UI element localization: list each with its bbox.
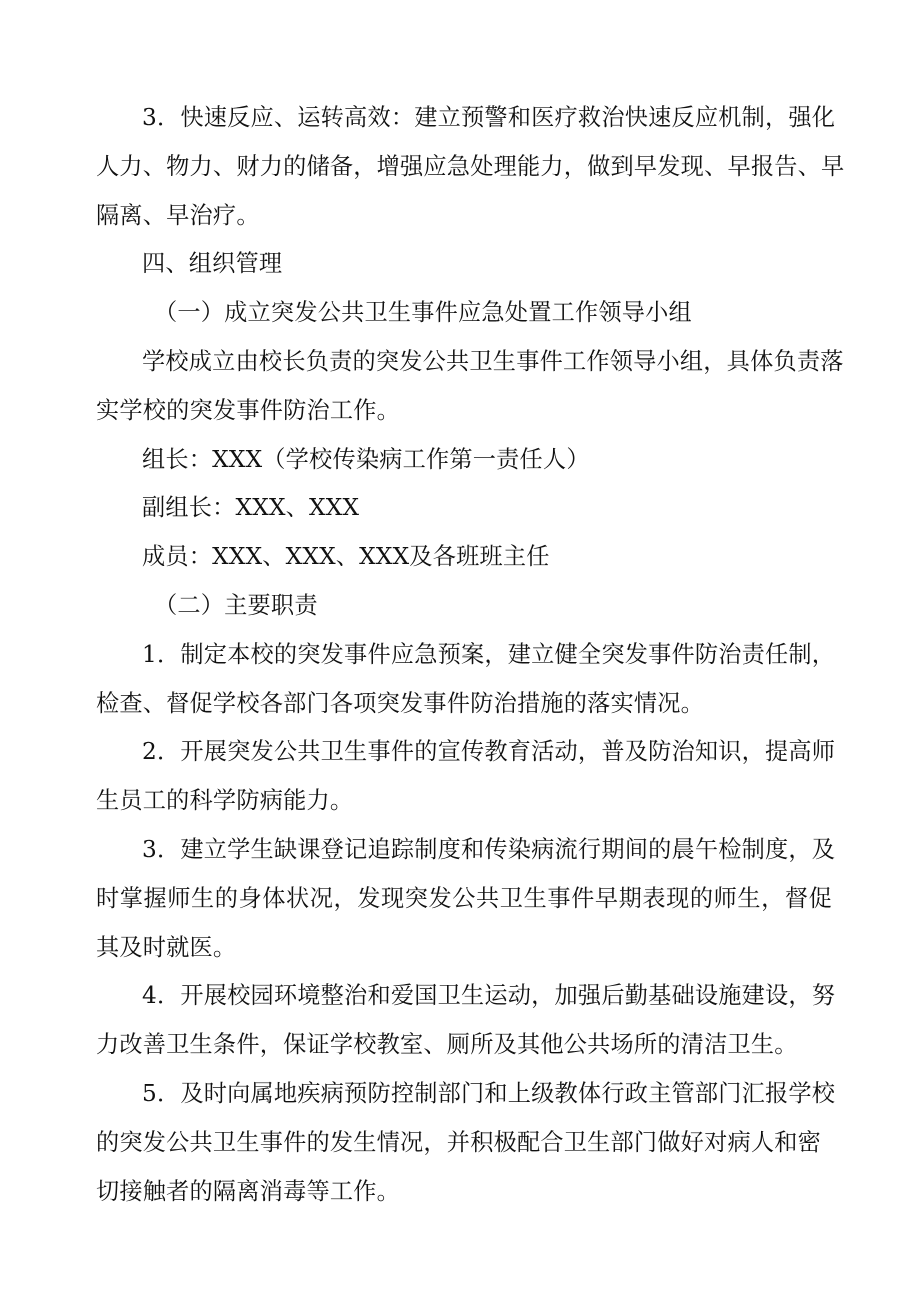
subsection-heading: （一）成立突发公共卫生事件应急处置工作领导小组 [154, 299, 692, 327]
deputy-leader-line: 副组长：XXX、XXX [142, 494, 360, 522]
paragraph-line: 4．开展校园环境整治和爱国卫生运动，加强后勤基础设施建设，努 [142, 982, 836, 1010]
paragraph-line: 生员工的科学防病能力。 [96, 787, 354, 815]
paragraph-line: 检查、督促学校各部门各项突发事件防治措施的落实情况。 [96, 689, 705, 717]
section-heading: 四、组织管理 [142, 250, 283, 278]
paragraph-line: 时掌握师生的身体状况，发现突发公共卫生事件早期表现的师生，督促 [96, 884, 832, 912]
paragraph-line: 的突发公共卫生事件的发生情况，并积极配合卫生部门做好对病人和密 [96, 1128, 822, 1156]
paragraph-line: 其及时就医。 [96, 933, 237, 961]
paragraph-line: 学校成立由校长负责的突发公共卫生事件工作领导小组，具体负责落 [142, 347, 844, 375]
members-line: 成员：XXX、XXX、XXX及各班班主任 [142, 543, 550, 571]
paragraph-line: 2．开展突发公共卫生事件的宣传教育活动，普及防治知识，提高师 [142, 738, 836, 766]
document-body [96, 94, 845, 1216]
paragraph-line: 实学校的突发事件防治工作。 [96, 396, 401, 424]
paragraph-line: 隔离、早治疗。 [96, 201, 260, 229]
paragraph-line: 力改善卫生条件，保证学校教室、厕所及其他公共场所的清洁卫生。 [96, 1031, 798, 1059]
paragraph-line: 3．快速反应、运转高效：建立预警和医疗救治快速反应机制，强化 [142, 104, 836, 131]
subsection-heading: （二）主要职责 [154, 591, 318, 619]
paragraph-line: 人力、物力、财力的储备，增强应急处理能力，做到早发现、早报告、早 [96, 152, 845, 180]
paragraph-line: 3．建立学生缺课登记追踪制度和传染病流行期间的晨午检制度，及 [142, 835, 836, 863]
paragraph-line: 切接触者的隔离消毒等工作。 [96, 1177, 401, 1205]
paragraph-line: 1．制定本校的突发事件应急预案，建立健全突发事件防治责任制， [142, 640, 836, 668]
paragraph-line: 5．及时向属地疾病预防控制部门和上级教体行政主管部门汇报学校 [142, 1079, 836, 1107]
leader-line: 组长：XXX（学校传染病工作第一责任人） [142, 445, 590, 473]
